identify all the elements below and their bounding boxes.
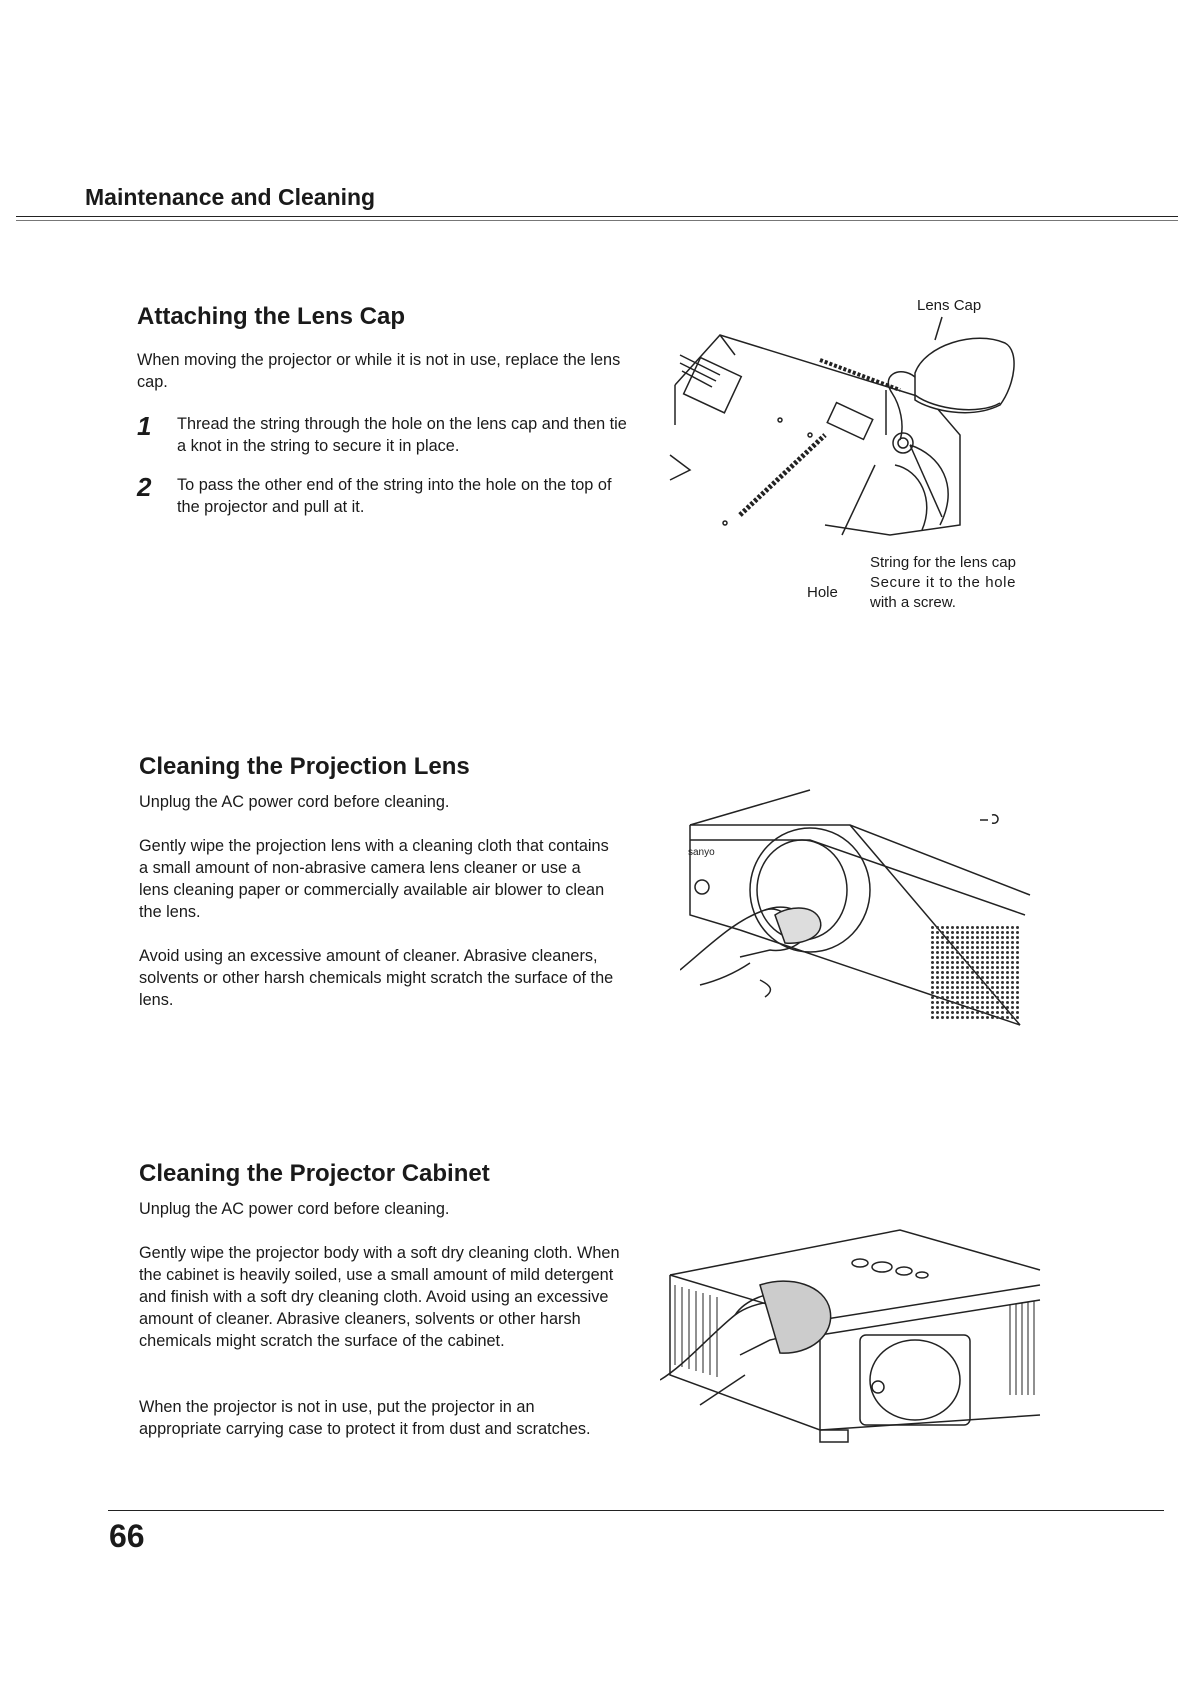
footer-rule bbox=[108, 1510, 1164, 1511]
step-number: 2 bbox=[137, 472, 152, 502]
callout-string: String for the lens cap bbox=[870, 554, 1016, 571]
cabinet-cleaning-illustration bbox=[660, 1225, 1050, 1465]
lens-paragraph-2: Gently wipe the projection lens with a cleaning cloth that contains a small amount of non-abrasive camera lens cleaner or use a lens cleaning paper or commercially available air blower to clean the lens. bbox=[139, 837, 609, 921]
lens-paragraph-1: Unplug the AC power cord before cleaning. bbox=[139, 793, 450, 811]
header-rule-thin bbox=[16, 220, 1178, 221]
lens-cleaning-illustration bbox=[680, 785, 1040, 1055]
page-header-title: Maintenance and Cleaning bbox=[85, 184, 376, 210]
step-number: 1 bbox=[137, 411, 152, 441]
step-1 bbox=[137, 413, 632, 457]
cabinet-paragraph-2: Gently wipe the projector body with a soft dry cleaning cloth. When the cabinet is heavily soiled, use a small amount of mild detergent and finish with a soft dry cleaning cloth. Avoid using an excessive amount of cleaner. Abrasive cleaners, solvents or other harsh chemicals might scratch the surface of the cabinet. bbox=[139, 1244, 620, 1350]
section-heading-lens-cap: Attaching the Lens Cap bbox=[137, 303, 406, 330]
page-number: 66 bbox=[109, 1518, 145, 1554]
svg-text:sanyo: sanyo bbox=[688, 847, 715, 858]
callout-hole: Hole bbox=[807, 584, 838, 601]
section-heading-projection-lens: Cleaning the Projection Lens bbox=[139, 753, 470, 780]
callout-secure-line1: Secure it to the hole bbox=[870, 574, 1017, 591]
step-text: Thread the string through the hole on the lens cap and then tie a knot in the string to secure it in place. bbox=[177, 415, 627, 455]
lens-cap-intro: When moving the projector or while it is not in use, replace the lens cap. bbox=[137, 351, 621, 391]
cabinet-paragraph-3: When the projector is not in use, put the projector in an appropriate carrying case to protect it from dust and scratches. bbox=[139, 1398, 591, 1438]
callout-secure-line2: with a screw. bbox=[870, 594, 956, 611]
step-text: To pass the other end of the string into the hole on the top of the projector and pull at it. bbox=[177, 476, 612, 516]
cabinet-paragraph-1: Unplug the AC power cord before cleaning. bbox=[139, 1200, 450, 1218]
callout-lens-cap: Lens Cap bbox=[917, 297, 982, 314]
header-rule bbox=[16, 216, 1178, 217]
section-heading-projector-cabinet: Cleaning the Projector Cabinet bbox=[139, 1160, 490, 1187]
lens-paragraph-3: Avoid using an excessive amount of cleaner. Abrasive cleaners, solvents or other harsh chemicals might scratch the surface of the lens. bbox=[139, 947, 614, 1009]
step-2 bbox=[137, 474, 632, 518]
